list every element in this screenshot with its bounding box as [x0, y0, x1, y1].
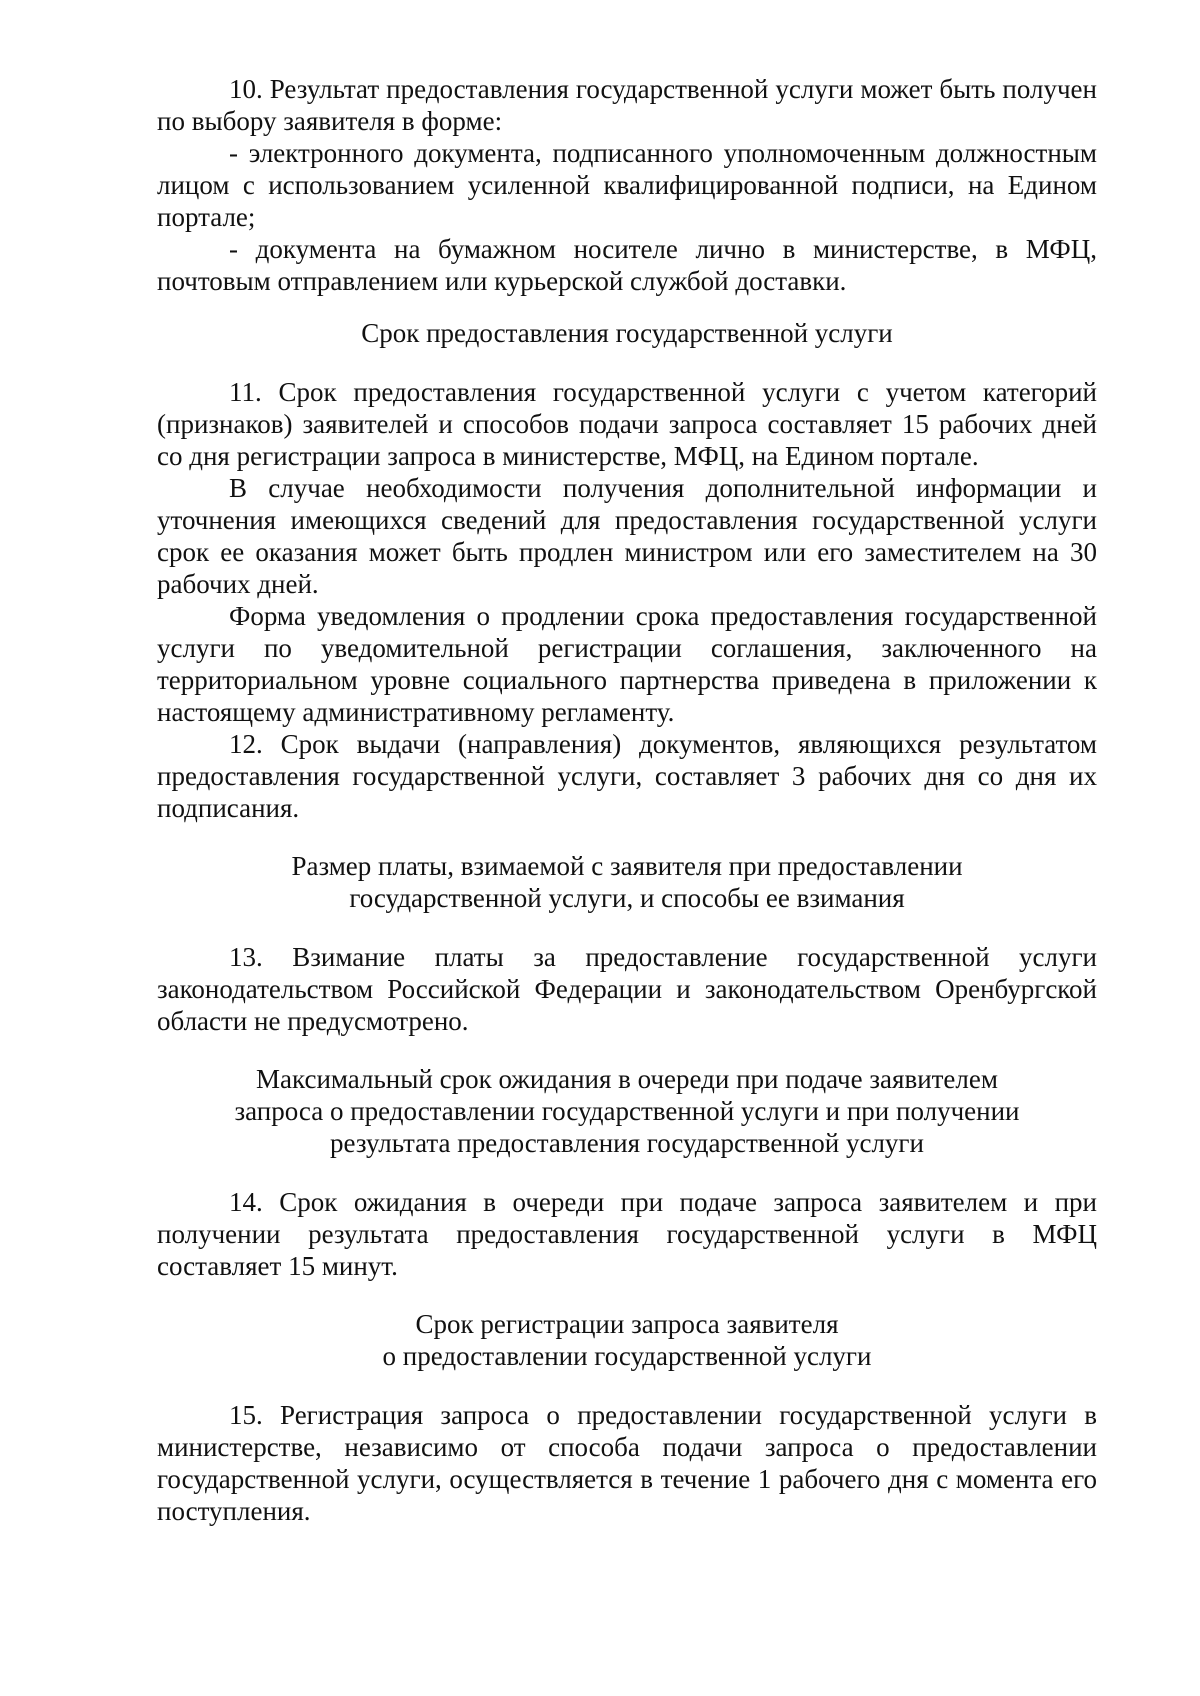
- heading-line: государственной услуги, и способы ее взимания: [349, 883, 905, 913]
- heading-line: запроса о предоставлении государственной услуги и при получении: [234, 1096, 1020, 1126]
- section-heading-queue-time: [157, 1063, 1097, 1159]
- paragraph-11-form: Форма уведомления о продлении срока предоставления государственной услуги по уведомительной регистрации соглашения, заключенного на территориальном уровне социального партнерства приведена в приложении к настоящему административному регламенту.: [157, 601, 1097, 727]
- section-heading-registration-term: [157, 1308, 1097, 1372]
- paragraph-11-extension: В случае необходимости получения дополнительной информации и уточнения имеющихся сведений для предоставления государственной услуги срок ее оказания может быть продлен министром или его заместителем на 30 рабочих дней.: [157, 473, 1097, 599]
- document-body: [157, 73, 1097, 1527]
- paragraph-10: 10. Результат предоставления государственной услуги может быть получен по выбору заявителя в форме:: [157, 74, 1097, 136]
- paragraph-15: 15. Регистрация запроса о предоставлении государственной услуги в министерстве, независимо от способа подачи запроса о предоставлении государственной услуги, осуществляется в течение 1 рабочего дня с момента его поступления.: [157, 1400, 1097, 1526]
- section-heading-service-term: [157, 317, 1097, 349]
- paragraph-10-item-paper: - документа на бумажном носителе лично в министерстве, в МФЦ, почтовым отправлением или курьерской службой доставки.: [157, 234, 1097, 296]
- heading-line: Максимальный срок ожидания в очереди при подаче заявителем: [256, 1064, 998, 1094]
- heading-line: Срок предоставления государственной услуги: [361, 318, 893, 348]
- paragraph-13: 13. Взимание платы за предоставление государственной услуги законодательством Российской Федерации и законодательством Оренбургской области не предусмотрено.: [157, 942, 1097, 1036]
- paragraph-11: 11. Срок предоставления государственной услуги с учетом категорий (признаков) заявителей и способов подачи запроса составляет 15 рабочих дней со дня регистрации запроса в министерстве, МФЦ, на Едином портале.: [157, 377, 1097, 471]
- heading-line: результата предоставления государственной услуги: [330, 1128, 924, 1158]
- paragraph-10-item-electronic: - электронного документа, подписанного уполномоченным должностным лицом с использованием усиленной квалифицированной подписи, на Едином портале;: [157, 138, 1097, 232]
- paragraph-12: 12. Срок выдачи (направления) документов, являющихся результатом предоставления государственной услуги, составляет 3 рабочих дня со дня их подписания.: [157, 729, 1097, 823]
- paragraph-14: 14. Срок ожидания в очереди при подаче запроса заявителем и при получении результата предоставления государственной услуги в МФЦ составляет 15 минут.: [157, 1187, 1097, 1281]
- heading-line: Размер платы, взимаемой с заявителя при предоставлении: [291, 851, 963, 881]
- heading-line: Срок регистрации запроса заявителя: [415, 1309, 839, 1339]
- section-heading-fee: [157, 850, 1097, 914]
- heading-line: о предоставлении государственной услуги: [382, 1341, 872, 1371]
